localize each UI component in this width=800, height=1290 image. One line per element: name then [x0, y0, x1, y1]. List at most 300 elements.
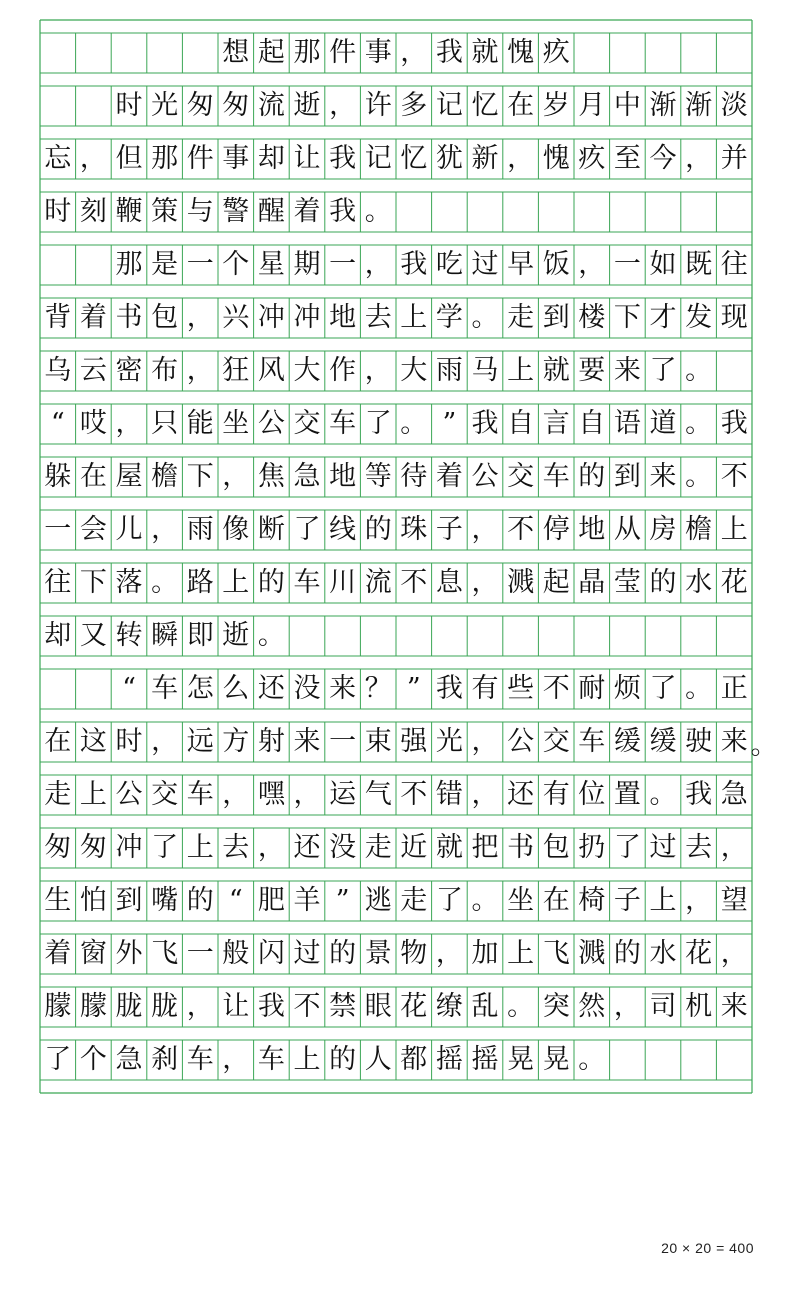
grid-character: 还	[293, 832, 321, 863]
grid-character: 冲	[257, 302, 285, 333]
grid-character: 交	[542, 726, 570, 757]
grid-character: 与	[186, 196, 214, 227]
grid-character: 到	[115, 885, 143, 916]
grid-character: ？	[364, 673, 392, 704]
grid-character: 。	[685, 355, 713, 386]
grid-character: 车	[293, 567, 321, 598]
grid-character: 了	[293, 514, 321, 545]
grid-character: 地	[578, 514, 606, 545]
grid-character: 发	[685, 302, 713, 333]
grid-character: 了	[44, 1044, 72, 1075]
grid-character: 时	[115, 726, 143, 757]
grid-character: 自	[507, 408, 535, 439]
grid-character: ，	[79, 143, 107, 174]
grid-character: 置	[613, 779, 641, 810]
grid-character: 有	[542, 779, 570, 810]
grid-character: 我	[435, 37, 463, 68]
grid-character: 摇	[471, 1044, 499, 1075]
grid-character: 记	[364, 143, 392, 174]
grid-character: 下	[613, 302, 641, 333]
grid-character: 下	[186, 461, 214, 492]
grid-character: 忆	[400, 143, 428, 174]
grid-character: 车	[329, 408, 357, 439]
grid-character: 件	[329, 37, 357, 68]
grid-character: 檐	[151, 461, 179, 492]
grid-character: 疚	[542, 37, 570, 68]
grid-character: 公	[115, 779, 143, 810]
grid-character: 就	[435, 832, 463, 863]
grid-character: 来	[613, 355, 641, 386]
grid-character: 花	[720, 567, 748, 598]
grid-character: 嘿	[257, 779, 285, 810]
grid-character: 的	[578, 461, 606, 492]
grid-character: “	[50, 408, 65, 439]
grid-character: 又	[79, 620, 107, 651]
grid-character: 渐	[685, 90, 713, 121]
grid-character: 匆	[186, 90, 214, 121]
grid-character: 走	[507, 302, 535, 333]
grid-character: 远	[186, 726, 214, 757]
grid-character: 车	[186, 779, 214, 810]
grid-character: 那	[115, 249, 143, 280]
grid-character: 公	[471, 461, 499, 492]
grid-character: 窗	[79, 938, 107, 969]
grid-row	[40, 934, 752, 974]
grid-character: ，	[257, 832, 285, 863]
grid-character: 。	[257, 620, 285, 651]
grid-character: 车	[151, 673, 179, 704]
grid-character: 都	[400, 1044, 428, 1075]
grid-character: 能	[186, 408, 214, 439]
grid-character: 警	[222, 196, 250, 227]
grid-row	[40, 192, 752, 232]
grid-character: ，	[186, 355, 214, 386]
grid-character: 莹	[613, 567, 641, 598]
grid-character: 上	[507, 938, 535, 969]
grid-character: 怎	[186, 673, 214, 704]
grid-character: 犹	[435, 143, 463, 174]
grid-character: 的	[329, 938, 357, 969]
grid-character: 水	[685, 567, 713, 598]
grid-character: 道	[649, 408, 677, 439]
grid-character: ，	[471, 779, 499, 810]
grid-character: 哎	[79, 408, 107, 439]
grid-character: 大	[400, 355, 428, 386]
grid-character: 地	[329, 461, 357, 492]
grid-character: 不	[507, 514, 535, 545]
grid-character: 早	[507, 249, 535, 280]
grid-character: 。	[649, 779, 677, 810]
grid-character: 射	[257, 726, 285, 757]
grid-character: 上	[293, 1044, 321, 1075]
grid-character: 时	[44, 196, 72, 227]
grid-character: 吃	[435, 249, 463, 280]
grid-character: 眼	[364, 991, 392, 1022]
grid-character: 走	[400, 885, 428, 916]
grid-character: 等	[364, 461, 392, 492]
grid-character: 策	[151, 196, 179, 227]
grid-character: 线	[329, 514, 357, 545]
grid-character: 流	[257, 90, 285, 121]
grid-character: 岁	[542, 90, 570, 121]
grid-character: 这	[79, 726, 107, 757]
grid-character: 一	[329, 249, 357, 280]
grid-character: 运	[329, 779, 357, 810]
grid-character: 落	[115, 567, 143, 598]
grid-character: 在	[507, 90, 535, 121]
grid-character: 车	[578, 726, 606, 757]
grid-character: 息	[435, 567, 463, 598]
grid-character: 了	[151, 832, 179, 863]
grid-character: 飞	[151, 938, 179, 969]
grid-character: ，	[720, 832, 748, 863]
grid-character: 来	[329, 673, 357, 704]
grid-character: 上	[79, 779, 107, 810]
grid-character: 地	[329, 302, 357, 333]
grid-character: 上	[720, 514, 748, 545]
grid-character: ”	[335, 885, 350, 916]
grid-character: 疚	[578, 143, 606, 174]
grid-character: 期	[293, 249, 321, 280]
grid-character: 去	[222, 832, 250, 863]
grid-character: 突	[542, 991, 570, 1022]
grid-row	[40, 457, 752, 497]
grid-row	[40, 510, 752, 550]
grid-character: 渐	[649, 90, 677, 121]
grid-character: 雨	[186, 514, 214, 545]
grid-character: 然	[578, 991, 606, 1022]
grid-character: 物	[400, 938, 428, 969]
grid-character: 自	[578, 408, 606, 439]
grid-character: 兴	[222, 302, 250, 333]
grid-character: 今	[649, 143, 677, 174]
grid-character: ，	[151, 726, 179, 757]
grid-character: 的	[364, 514, 392, 545]
grid-character: 一	[186, 938, 214, 969]
grid-character: 溅	[578, 938, 606, 969]
grid-character: 即	[186, 620, 214, 651]
grid-character: 晃	[507, 1044, 535, 1075]
grid-character: 加	[471, 938, 499, 969]
grid-character: 般	[222, 938, 250, 969]
grid-character: ，	[186, 991, 214, 1022]
grid-character: 的	[613, 938, 641, 969]
grid-character: 新	[471, 143, 499, 174]
grid-character: 了	[649, 355, 677, 386]
grid-character: 的	[649, 567, 677, 598]
grid-character: 。	[471, 885, 499, 916]
grid-character: ，	[685, 143, 713, 174]
grid-character: 逃	[364, 885, 392, 916]
grid-character: 气	[364, 779, 392, 810]
grid-character: ，	[720, 938, 748, 969]
grid-character: 不	[400, 779, 428, 810]
grid-character: 言	[542, 408, 570, 439]
grid-character: 乌	[44, 355, 72, 386]
grid-character: ，	[293, 779, 321, 810]
grid-character: 如	[649, 249, 677, 280]
grid-character: ，	[685, 885, 713, 916]
grid-character: 缓	[649, 726, 677, 757]
grid-character: 我	[435, 673, 463, 704]
grid-character: 让	[293, 143, 321, 174]
grid-character: 鞭	[115, 196, 143, 227]
grid-character: ，	[329, 90, 357, 121]
grid-character: 不	[720, 461, 748, 492]
grid-character: 包	[542, 832, 570, 863]
grid-row	[40, 1040, 752, 1080]
grid-character: 望	[720, 885, 748, 916]
grid-character: 缭	[435, 991, 463, 1022]
grid-character: 。	[151, 567, 179, 598]
grid-character: ，	[222, 779, 250, 810]
grid-character: 过	[293, 938, 321, 969]
grid-character: “	[228, 885, 243, 916]
grid-character: 上	[507, 355, 535, 386]
grid-character: 星	[257, 249, 285, 280]
grid-character: 了	[649, 673, 677, 704]
grid-character: 肥	[257, 885, 285, 916]
grid-character: 儿	[115, 514, 143, 545]
grid-character: 走	[44, 779, 72, 810]
grid-character: 逝	[222, 620, 250, 651]
grid-character: 水	[649, 938, 677, 969]
grid-character: 花	[400, 991, 428, 1022]
grid-character: 朦	[44, 991, 72, 1022]
grid-character: 近	[400, 832, 428, 863]
grid-character: 错	[435, 779, 463, 810]
grid-row	[40, 245, 752, 285]
grid-character: ，	[151, 514, 179, 545]
grid-character: 像	[222, 514, 250, 545]
grid-character: 马	[471, 355, 499, 386]
grid-character: 学	[435, 302, 463, 333]
grid-character: 的	[257, 567, 285, 598]
grid-character: 还	[257, 673, 285, 704]
grid-character: 。	[364, 196, 392, 227]
grid-character: 景	[364, 938, 392, 969]
grid-character: 怕	[79, 885, 107, 916]
grid-character: 刻	[79, 196, 107, 227]
grid-row	[40, 404, 752, 444]
grid-character: ，	[222, 461, 250, 492]
grid-character: 强	[400, 726, 428, 757]
grid-character: 公	[507, 726, 535, 757]
grid-character: 乱	[471, 991, 499, 1022]
grid-character: 会	[79, 514, 107, 545]
grid-character: 的	[186, 885, 214, 916]
grid-character: 烦	[613, 673, 641, 704]
grid-character: 子	[435, 514, 463, 545]
grid-character: 。	[400, 408, 428, 439]
grid-character: 瞬	[151, 620, 179, 651]
grid-character: 我	[257, 991, 285, 1022]
grid-character: ，	[613, 991, 641, 1022]
grid-character: 晃	[542, 1044, 570, 1075]
grid-character: 屋	[115, 461, 143, 492]
grid-character: 云	[79, 355, 107, 386]
grid-row	[40, 139, 752, 179]
grid-character: 起	[257, 37, 285, 68]
grid-character: 了	[364, 408, 392, 439]
grid-character: 着	[435, 461, 463, 492]
grid-character: 想	[222, 37, 250, 68]
grid-character: 饭	[542, 249, 570, 280]
grid-character: 愧	[542, 143, 570, 174]
grid-character: 车	[186, 1044, 214, 1075]
grid-character: 正	[720, 673, 748, 704]
grid-character: 多	[400, 90, 428, 121]
grid-character: 月	[578, 90, 606, 121]
margin-punctuation: 。	[750, 729, 778, 761]
grid-character: 愧	[507, 37, 535, 68]
grid-character: 。	[507, 991, 535, 1022]
grid-character: 包	[151, 302, 179, 333]
grid-character: 我	[329, 196, 357, 227]
grid-character: 。	[471, 302, 499, 333]
grid-character: 待	[400, 461, 428, 492]
grid-character: 嘴	[151, 885, 179, 916]
grid-character: 上	[400, 302, 428, 333]
grid-character: 上	[649, 885, 677, 916]
grid-row	[40, 563, 752, 603]
grid-character: 记	[435, 90, 463, 121]
grid-row	[40, 351, 752, 391]
grid-character: 既	[685, 249, 713, 280]
grid-character: 忘	[44, 143, 72, 174]
grid-character: 件	[186, 143, 214, 174]
grid-character: 个	[79, 1044, 107, 1075]
grid-character: 一	[613, 249, 641, 280]
grid-character: 坐	[507, 885, 535, 916]
grid-character: 生	[44, 885, 72, 916]
grid-character: 并	[720, 143, 748, 174]
grid-character: ，	[507, 143, 535, 174]
grid-character: ”	[406, 673, 421, 704]
grid-character: 中	[613, 90, 641, 121]
grid-character: 流	[364, 567, 392, 598]
grid-character: 往	[720, 249, 748, 280]
grid-character: 淡	[720, 90, 748, 121]
grid-character: 珠	[400, 514, 428, 545]
grid-character: 着	[293, 196, 321, 227]
grid-character: 羊	[293, 885, 321, 916]
grid-character: 司	[649, 991, 677, 1022]
grid-character: 交	[507, 461, 535, 492]
grid-character: 车	[257, 1044, 285, 1075]
grid-character: 急	[720, 779, 748, 810]
grid-character: ”	[442, 408, 457, 439]
grid-character: 花	[685, 938, 713, 969]
grid-character: 急	[115, 1044, 143, 1075]
grid-character: 着	[44, 938, 72, 969]
grid-character: 坐	[222, 408, 250, 439]
grid-character: 着	[79, 302, 107, 333]
grid-character: 闪	[257, 938, 285, 969]
grid-character: 么	[222, 673, 250, 704]
grid-character: 外	[115, 938, 143, 969]
grid-character: 风	[257, 355, 285, 386]
grid-character: 书	[507, 832, 535, 863]
grid-character: 事	[222, 143, 250, 174]
grid-character: 那	[151, 143, 179, 174]
grid-character: 过	[649, 832, 677, 863]
grid-character: 许	[364, 90, 392, 121]
grid-character: 缓	[613, 726, 641, 757]
grid-character: 还	[507, 779, 535, 810]
grid-character: 的	[329, 1044, 357, 1075]
grid-row	[40, 828, 752, 868]
grid-row	[40, 33, 752, 73]
grid-character: 焦	[257, 461, 285, 492]
grid-character: ，	[364, 355, 392, 386]
grid-character: 把	[471, 832, 499, 863]
grid-character: ，	[578, 249, 606, 280]
grid-row	[40, 881, 752, 921]
grid-row	[40, 722, 778, 762]
grid-character: 作	[329, 355, 357, 386]
grid-character: 椅	[578, 885, 606, 916]
grid-character: 不	[293, 991, 321, 1022]
grid-character: 子	[613, 885, 641, 916]
grid-character: 路	[186, 567, 214, 598]
grid-character: 来	[720, 991, 748, 1022]
grid-character: 人	[364, 1044, 392, 1075]
grid-character: 上	[186, 832, 214, 863]
grid-row	[40, 86, 752, 126]
grid-character: 却	[44, 620, 72, 651]
grid-character: 至	[613, 143, 641, 174]
grid-character: 让	[222, 991, 250, 1022]
grid-character: 但	[115, 143, 143, 174]
grid-character: 停	[542, 514, 570, 545]
grid-character: 光	[435, 726, 463, 757]
grid-character: 摇	[435, 1044, 463, 1075]
grid-character: 来	[720, 726, 748, 757]
grid-character: 交	[151, 779, 179, 810]
grid-character: 走	[364, 832, 392, 863]
grid-character: 忆	[471, 90, 499, 121]
grid-character: 匆	[79, 832, 107, 863]
grid-character: ，	[186, 302, 214, 333]
grid-character: ，	[400, 37, 428, 68]
grid-character: 车	[542, 461, 570, 492]
grid-character: 川	[329, 567, 357, 598]
grid-character: 没	[329, 832, 357, 863]
grid-character: 一	[186, 249, 214, 280]
grid-character: ，	[435, 938, 463, 969]
grid-character: 匆	[222, 90, 250, 121]
grid-character: 房	[649, 514, 677, 545]
grid-character: 密	[115, 355, 143, 386]
grid-character: 晶	[578, 567, 606, 598]
grid-character: 些	[507, 673, 535, 704]
grid-character: 逝	[293, 90, 321, 121]
grid-character: 来	[293, 726, 321, 757]
grid-capacity-label: 20 × 20 = 400	[661, 1240, 754, 1256]
grid-character: 背	[44, 302, 72, 333]
grid-character: 胧	[115, 991, 143, 1022]
grid-character: 飞	[542, 938, 570, 969]
grid-character: 语	[613, 408, 641, 439]
grid-character: 在	[542, 885, 570, 916]
grid-character: 。	[578, 1044, 606, 1075]
grid-character: 狂	[222, 355, 250, 386]
grid-character: 朦	[79, 991, 107, 1022]
grid-character: 断	[257, 514, 285, 545]
grid-character: 有	[471, 673, 499, 704]
grid-character: “	[122, 673, 136, 704]
